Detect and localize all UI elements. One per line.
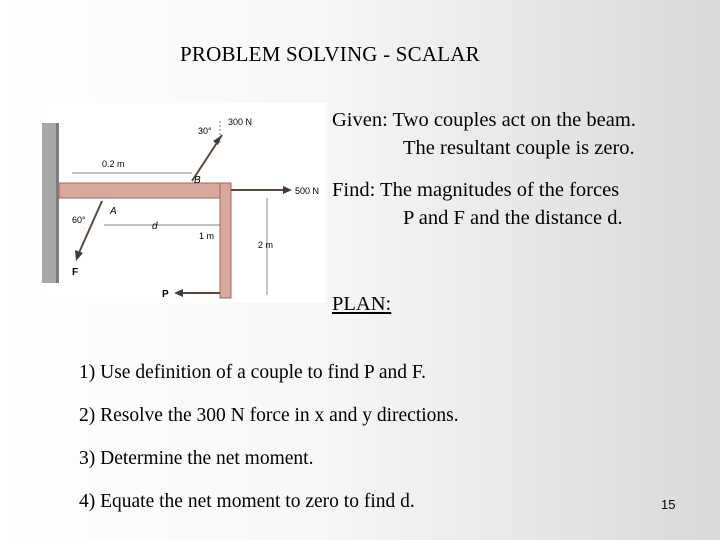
step-item: 1) Use definition of a couple to find P and F. [79,362,427,383]
dim-d-label: d [152,221,158,232]
given-block [332,106,636,162]
beam-diagram [42,103,326,303]
find-label: Find [332,179,370,201]
force-p-arrowhead [174,289,183,297]
step-item: 4) Equate the net moment to zero to find d. [79,491,415,512]
plan-colon: : [385,293,392,315]
plan-heading [332,290,391,318]
force-300n-arrowhead [213,135,222,145]
slide-title: PROBLEM SOLVING - SCALAR [180,42,480,66]
force-f-label: F [72,267,79,278]
find-block [332,176,623,232]
find-line1: : The magnitudes of the forces [369,179,620,201]
steps-list [79,362,459,534]
page-number: 15 [661,497,676,512]
point-b-label: B [194,175,201,186]
force-f-arrowhead [75,250,83,261]
wall [42,123,58,283]
point-a-label: A [110,206,117,217]
wall-edge [56,123,59,283]
vertical-beam [220,183,231,298]
force-p-label: P [162,289,169,300]
given-line2: The resultant couple is zero. [403,137,635,159]
given-line1: : Two couples act on the beam. [382,109,636,131]
angle-60-label: 60° [72,215,86,225]
plan-label: PLAN [332,293,386,315]
dim-2m-label: 2 m [258,240,274,250]
step-item: 2) Resolve the 300 N force in x and y directions. [79,405,459,426]
dim-1m-label: 1 m [199,231,215,241]
horizontal-beam [59,183,231,198]
force-500n-arrowhead [283,186,292,194]
beam-diagram-svg [42,103,326,303]
step-item: 3) Determine the net moment. [79,448,314,469]
force-300n-label: 300 N [228,117,253,127]
angle-30-label: 30° [198,126,212,136]
dim-02-label: 0.2 m [102,159,125,169]
force-500n-label: 500 N [295,186,320,196]
force-f-line [78,201,102,255]
find-line2: P and F and the distance d. [403,207,623,229]
given-label: Given [332,109,383,131]
